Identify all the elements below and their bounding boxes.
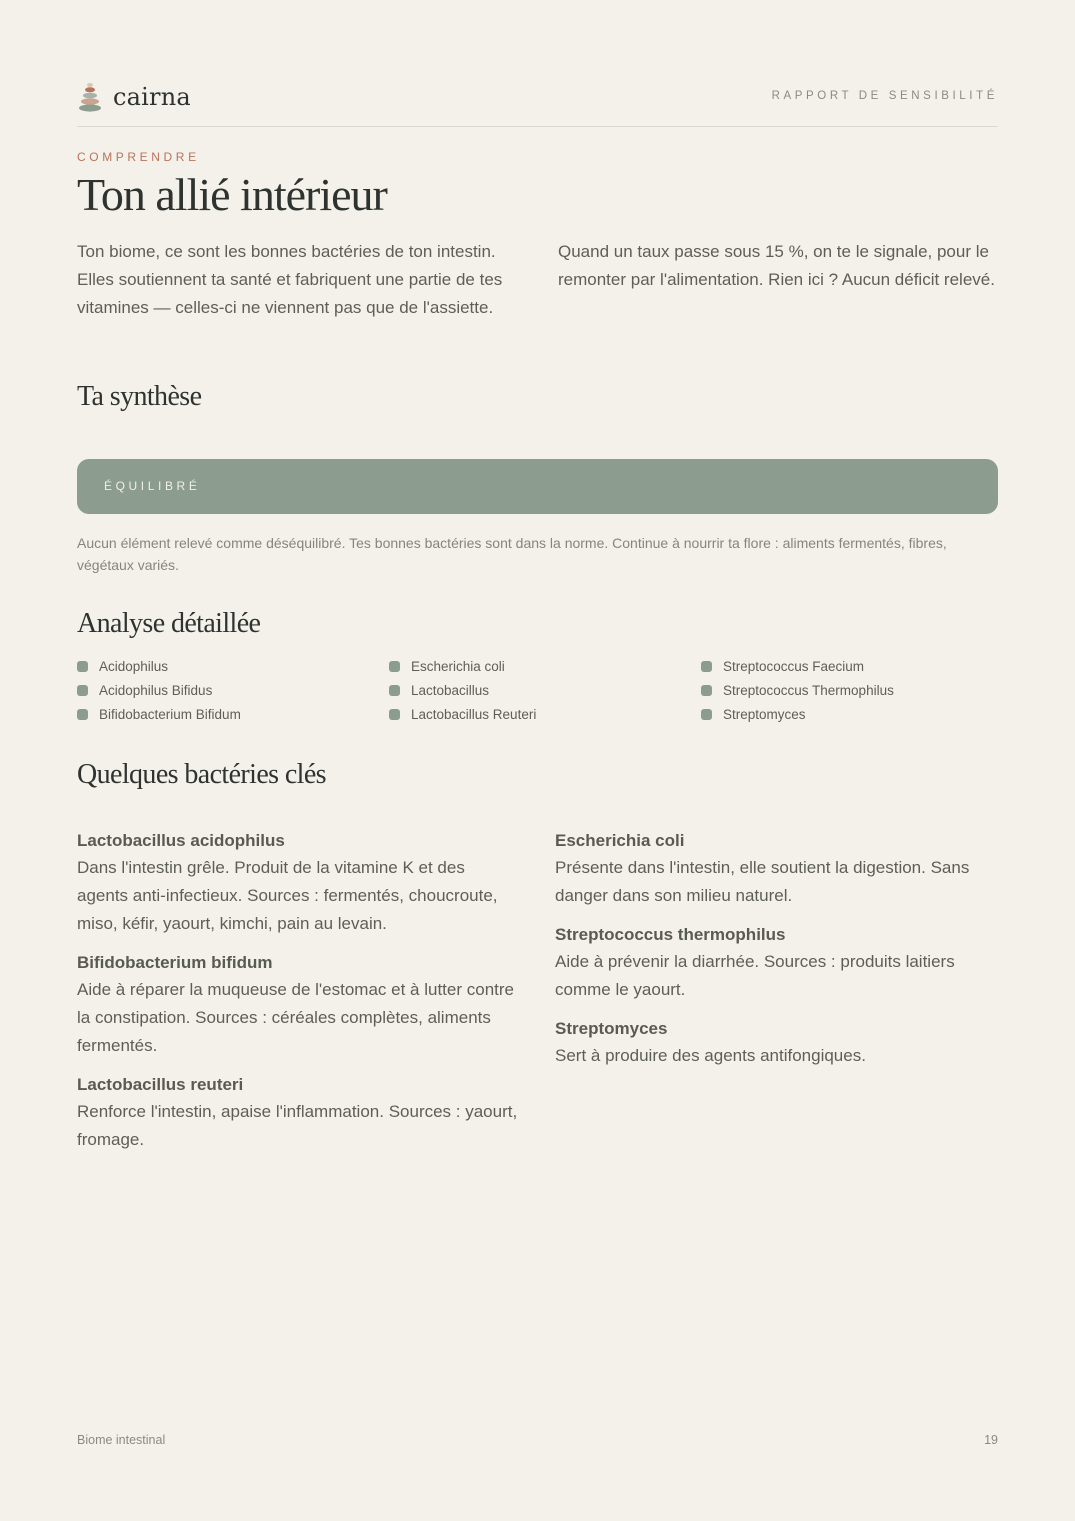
- brand-name: cairna: [113, 83, 191, 111]
- list-item-label: Lactobacillus Reuteri: [411, 706, 537, 722]
- section-eyebrow: COMPRENDRE: [77, 150, 200, 164]
- list-item-label: Streptomyces: [723, 706, 806, 722]
- list-item-label: Acidophilus Bifidus: [99, 682, 213, 698]
- square-bullet-icon: [701, 709, 712, 720]
- page-title: Ton allié intérieur: [77, 169, 387, 220]
- list-item-label: Escherichia coli: [411, 658, 505, 674]
- list-item: [77, 680, 389, 700]
- bacteries-column-right: [555, 828, 998, 1166]
- bacteria-entry: [555, 922, 998, 1004]
- footer-section-name: Biome intestinal: [77, 1433, 166, 1447]
- list-item: [389, 704, 701, 724]
- bacteria-entry: [555, 1016, 998, 1070]
- intro-right: Quand un taux passe sous 15 %, on te le signale, pour le remonter par l'alimentation. Rien ici ? Aucun déficit relevé.: [558, 242, 995, 289]
- analyse-grid: [77, 656, 998, 724]
- bacteria-entry: [77, 950, 520, 1060]
- bacteria-description: Aide à réparer la muqueuse de l'estomac et à lutter contre la constipation. Sources : céréales complètes, aliments fermentés.: [77, 980, 514, 1055]
- bacteria-name: Streptococcus thermophilus: [555, 925, 786, 944]
- intro-left: Ton biome, ce sont les bonnes bactéries de ton intestin. Elles soutiennent ta santé et fabriquent une partie de tes vitamines — celles-ci ne viennent pas que de l'assiette.: [77, 242, 503, 317]
- synthese-heading: Ta synthèse: [77, 381, 202, 412]
- list-item: [389, 680, 701, 700]
- bacteria-name: Streptomyces: [555, 1019, 668, 1038]
- list-item: [389, 656, 701, 676]
- list-item-label: Streptococcus Thermophilus: [723, 682, 894, 698]
- square-bullet-icon: [389, 709, 400, 720]
- bacteries-heading: Quelques bactéries clés: [77, 759, 326, 790]
- list-item-label: Streptococcus Faecium: [723, 658, 865, 674]
- square-bullet-icon: [77, 661, 88, 672]
- stacked-stones-icon: [77, 82, 103, 112]
- bacteria-description: Aide à prévenir la diarrhée. Sources : produits laitiers comme le yaourt.: [555, 952, 955, 999]
- bacteries-columns: [77, 828, 998, 1166]
- bacteries-column-left: [77, 828, 520, 1166]
- bacteria-description: Renforce l'intestin, apaise l'inflammation. Sources : yaourt, fromage.: [77, 1102, 518, 1149]
- bacteria-entry: [77, 828, 520, 938]
- list-item-label: Acidophilus: [99, 658, 169, 674]
- list-item-label: Lactobacillus: [411, 682, 490, 698]
- status-label: ÉQUILIBRÉ: [104, 479, 201, 493]
- document-type: RAPPORT DE SENSIBILITÉ: [771, 90, 998, 102]
- bacteria-entry: [555, 828, 998, 910]
- bacteria-description: Dans l'intestin grêle. Produit de la vitamine K et des agents anti-infectieux. Sources : fermentés, choucroute, miso, kéfir, yaourt, kimchi, pain au levain.: [77, 858, 498, 933]
- bacteria-name: Lactobacillus acidophilus: [77, 831, 285, 850]
- status-badge: [77, 459, 998, 514]
- bacteria-name: Bifidobacterium bifidum: [77, 953, 273, 972]
- bacteria-name: Escherichia coli: [555, 831, 685, 850]
- page-number: 19: [984, 1433, 998, 1447]
- bacteria-entry: [77, 1072, 520, 1154]
- square-bullet-icon: [389, 685, 400, 696]
- list-item: [77, 656, 389, 676]
- square-bullet-icon: [77, 709, 88, 720]
- square-bullet-icon: [389, 661, 400, 672]
- list-item: [77, 704, 389, 724]
- page: [77, 0, 998, 1521]
- list-item: [701, 656, 998, 676]
- bacteria-description: Présente dans l'intestin, elle soutient la digestion. Sans danger dans son milieu naturel.: [555, 858, 970, 905]
- bacteria-name: Lactobacillus reuteri: [77, 1075, 244, 1094]
- list-item: [701, 704, 998, 724]
- square-bullet-icon: [701, 661, 712, 672]
- page-header: [77, 82, 998, 127]
- brand: [77, 82, 191, 112]
- status-text: Aucun élément relevé comme déséquilibré. Tes bonnes bactéries sont dans la norme. Continue à nourrir ta flore : aliments fermentés, fibres, végétaux variés.: [77, 535, 947, 573]
- square-bullet-icon: [77, 685, 88, 696]
- list-item: [701, 680, 998, 700]
- analyse-heading: Analyse détaillée: [77, 608, 261, 639]
- list-item-label: Bifidobacterium Bifidum: [99, 706, 241, 722]
- intro: [77, 238, 998, 322]
- square-bullet-icon: [701, 685, 712, 696]
- bacteria-description: Sert à produire des agents antifongiques.: [555, 1046, 866, 1065]
